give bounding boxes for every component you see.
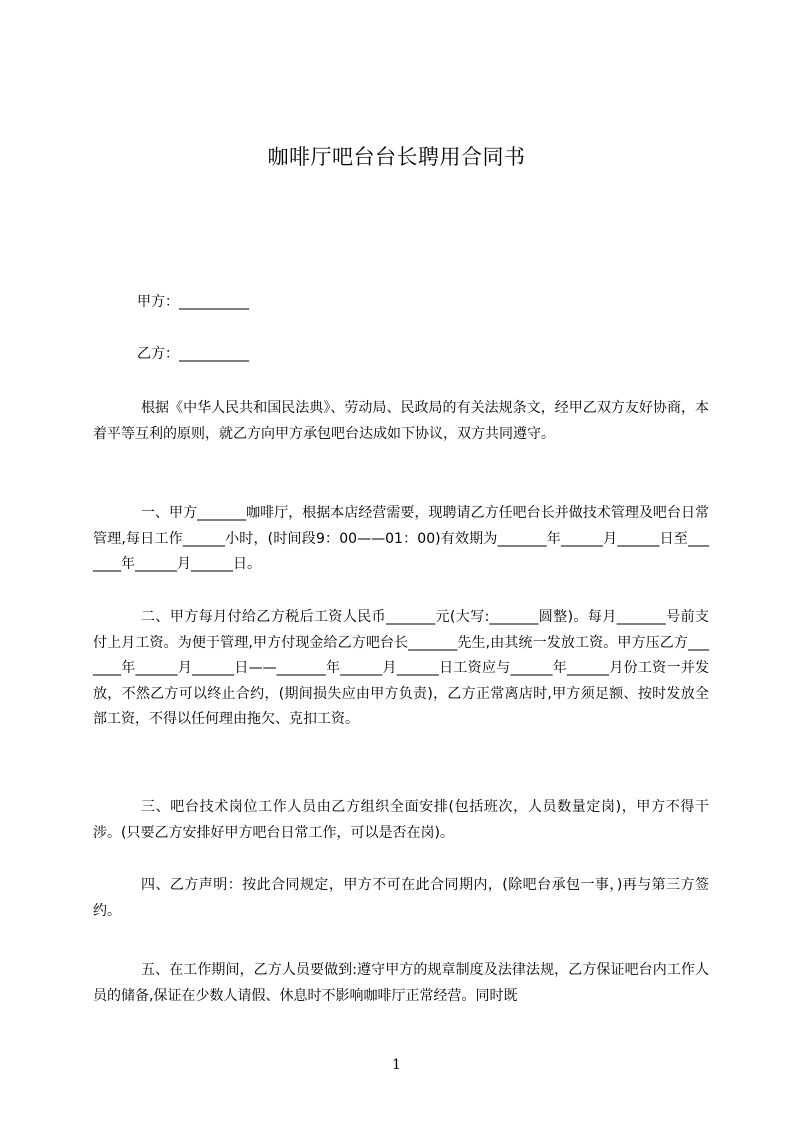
clause-5-paragraph: 五、在工作期间，乙方人员要做到:遵守甲方的规章制度及法律法规，乙方保证吧台内工作人员的储备,保证在少数人请假、休息时不影响咖啡厅正常经营。同时既 xyxy=(93,962,709,1004)
clause-1-paragraph: 一、甲方_______咖啡厅，根据本店经营需要，现聘请乙方任吧台长并做技术管理及吧台日常管理,每日工作______小时，(时间段9：00——01：00)有效期为_______年______月______日至_______年______月______日。 xyxy=(93,505,709,572)
intro-paragraph: 根据《中华人民共和国民法典》、劳动局、民政局的有关法规条文，经甲乙双方友好协商，本着平等互利的原则，就乙方向甲方承包吧台达成如下协议，双方共同遵守。 xyxy=(93,400,709,442)
page-number: 1 xyxy=(392,1057,401,1073)
document-title: 咖啡厅吧台台长聘用合同书 xyxy=(267,145,526,169)
party-a-field: 甲方：__________ xyxy=(137,294,249,310)
clause-3-paragraph: 三、吧台技术岗位工作人员由乙方组织全面安排(包括班次，人员数量定岗)，甲方不得干涉。(只要乙方安排好甲方吧台日常工作，可以是否在岗)。 xyxy=(93,799,709,841)
clause-4-paragraph: 四、乙方声明：按此合同规定，甲方不可在此合同期内，(除吧台承包一事，)再与第三方签约。 xyxy=(93,877,709,919)
party-b-field: 乙方：__________ xyxy=(137,346,249,362)
clause-2-paragraph: 二、甲方每月付给乙方税后工资人民币_______元(大写:_______圆整)。每月_______号前支付上月工资。为便于管理,甲方付现金给乙方吧台长_______先生,由其统一发放工资。甲方压乙方_______年______月______日——_______年______月______日工资应与______年______月份工资一并发放，不然乙方可以终止合约，(期间损失应由甲方负责)，乙方正常离店时,甲方须足额、按时发放全部工资，不得以任何理由拖欠、克扣工资。 xyxy=(93,609,709,727)
